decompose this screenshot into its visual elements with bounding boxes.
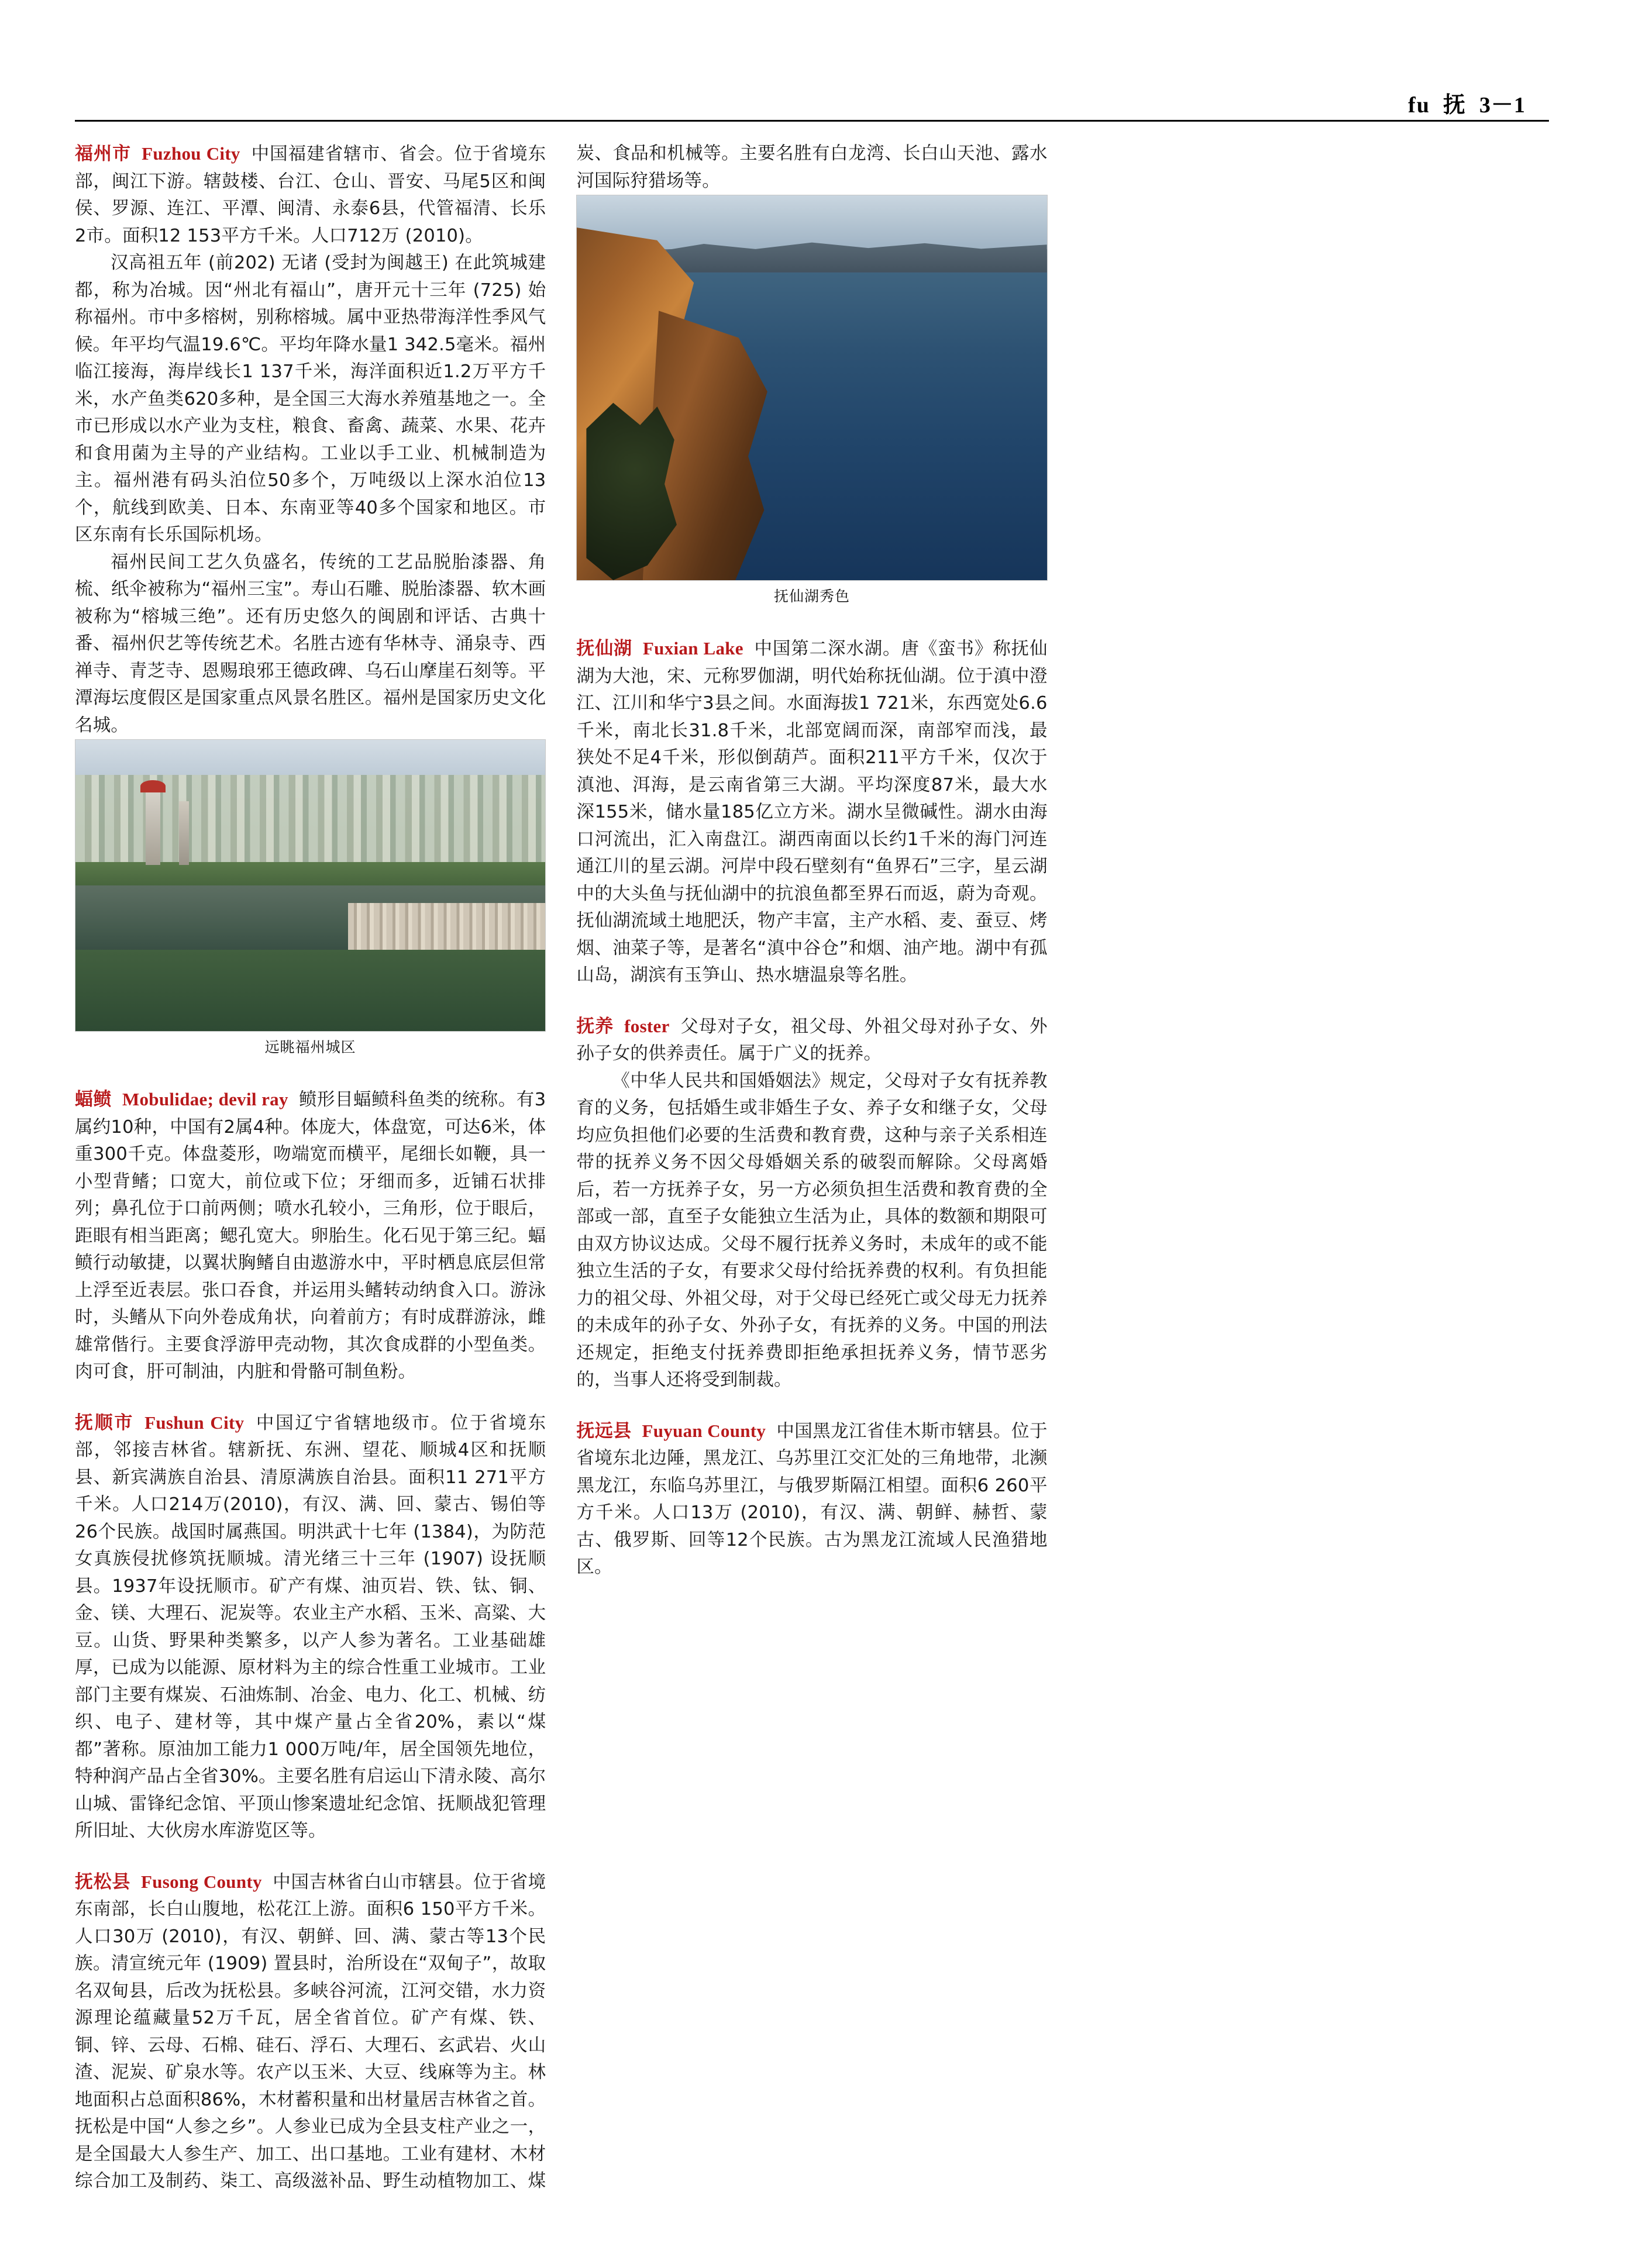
headword-fushun: 抚顺市 — [75, 1412, 135, 1433]
entry-fuzhou-para-2: 汉高祖五年 (前202) 无诸 (受封为闽越王) 在此筑城建都，称为冶城。因“州北有福山”，唐开元十三年 (725) 始称福州。市中多榕树，别称榕城。属中亚热带海洋性季风气候。年平均气温19.6℃。平均年降水量1 342.5毫米。福州临江接海，海岸线长1 137千米，海洋面积近1.2万平方千米，水产鱼类620多种，是全国三大海水养殖基地之一。全市已形成以水产业为支柱，粮食、畜禽、蔬菜、水果、花卉和食用菌为主导的产业结构。工业以手工业、机械制造为主。福州港有码头泊位50多个，万吨级以上深水泊位13个，航线到欧美、日本、东南亚等40多个国家和地区。市区东南有长乐国际机场。 — [75, 253, 546, 545]
figure-fuxian-lake-caption: 抚仙湖秀色 — [773, 588, 850, 605]
entry-mobulidae-para-1 — [75, 1086, 546, 1386]
headword-en-fuyuan: Fuyuan County — [642, 1420, 766, 1441]
entry-fuzhou-para-1 — [75, 140, 546, 250]
entry-fushun-para-1 — [75, 1409, 546, 1845]
figure-fuxian-lake-image — [576, 195, 1047, 581]
headword-en-fushun: Fushun City — [144, 1412, 245, 1433]
headword-fusong: 抚松县 — [75, 1871, 131, 1893]
headword-en-mobulidae: Mobulidae; devil ray — [122, 1089, 288, 1109]
entry-fuyang-para-1 — [576, 1013, 1047, 1068]
figure-fuzhou-city-caption: 远眺福州城区 — [264, 1039, 356, 1056]
header-page-number: 3－1 — [1479, 93, 1526, 118]
entry-mobulidae-text-1: 鲼形目蝠鲼科鱼类的统称。有3属约10种，中国有2属4种。体庞大，体盘宽，可达6米，体重300千克。体盘菱形，吻端宽而横平，尾细长如鞭，具一小型背鳍；口宽大，前位或下位；牙细而多，近铺石状排列；鼻孔位于口前两侧；喷水孔较小，三角形，位于眼后，距眼有相当距离；鳃孔宽大。卵胎生。化石见于第三纪。蝠鲼行动敏捷，以翼状胸鳍自由遨游水中，平时栖息底层但常上浮至近表层。张口吞食，并运用头鳍转动纳食入口。游泳时，头鳍从下向外卷成角状，向着前方；有时成群游泳，雌雄常偕行。主要食浮游甲壳动物，其次食成群的小型鱼类。肉可食，肝可制油，内脏和骨骼可制鱼粉。 — [75, 1090, 546, 1382]
entry-fuxian-para-1 — [576, 635, 1047, 990]
figure-fuzhou-city — [75, 739, 546, 1063]
entry-fushun — [75, 1386, 546, 1845]
entry-fusong-text-1: 中国吉林省白山市辖县。位于省境东南部，长白山腹地，松花江上游。面积6 150平方千米。人口30万 (2010)，有汉、朝鲜、回、满、蒙古等13个民族。清宣统元年 (1909) 置县时，治所设在“双甸子”，故取名双甸县，后改为抚松县。多峡谷河流，江河交错，水力资源理论蕴藏量52万千瓦，居全省首位。矿产有煤、铁、铜、锌、云母、石棉、硅石、浮石、大理石、玄武岩、火山渣、泥炭、矿泉水等。农产以玉米、大豆、线麻等为主。林地面积占总面积86%，木材蓄积量和出材量居吉林省之首。抚松是中国“人参之乡”。人参业已成为全县支柱产业之一，是全国最大人参生产、加工、出口基地。工业有建材、木材综合加工及制药、柒工、高级滋补品、野生动植物加工、煤炭、食品和机械等。主要名胜有白龙湾、长白山天池、露水河国际狩猎场等。 — [75, 143, 1048, 2191]
headword-en-fusong: Fusong County — [141, 1871, 262, 1892]
entry-fuzhou-text-1: 中国福建省辖市、省会。位于省境东部，闽江下游。辖鼓楼、台江、仓山、晋安、马尾5区和闽侯、罗源、连江、平潭、闽清、永泰6县，代管福清、长乐2市。面积12 153平方千米。人口712万 (2010)。 — [75, 144, 546, 246]
entry-fuyang-para-2: 《中华人民共和国婚姻法》规定，父母对子女有抚养教育的义务，包括婚生或非婚生子女、养子女和继子女，父母均应负担他们必要的生活费和教育费，这种与亲子关系相连带的抚养义务不因父母婚姻关系的破裂而解除。父母离婚后，若一方抚养子女，另一方必须负担生活费和教育费的全部或一部，直至子女能独立生活为止，具体的数额和期限可由双方协议达成。父母不履行抚养义务时，未成年的或不能独立生活的子女，有要求父母付给抚养费的权利。有负担能力的祖父母、外祖父母，对于父母已经死亡或父母无力抚养的未成年的孙子女、外孙子女，有抚养的义务。中国的刑法还规定，拒绝支付抚养费即拒绝承担抚养义务，情节恶劣的，当事人还将受到制裁。 — [576, 1070, 1048, 1390]
entry-fuyuan-text-1: 中国黑龙江省佳木斯市辖县。位于省境东北边陲，黑龙江、乌苏里江交汇处的三角地带，北濒黑龙江，东临乌苏里江，与俄罗斯隔江相望。面积6 260平方千米。人口13万 (2010)，有汉、满、朝鲜、赫哲、蒙古、俄罗斯、回等12个民族。古为黑龙江流域人民渔猎地区。 — [576, 1421, 1048, 1577]
headword-fuyuan: 抚远县 — [576, 1420, 632, 1442]
headword-en-fuxian: Fuxian Lake — [642, 638, 743, 659]
headword-mobulidae: 蝠鲼 — [75, 1089, 112, 1110]
entry-fuyuan-para-1 — [576, 1418, 1047, 1581]
entry-fuxian-text-1: 中国第二深水湖。唐《蛮书》称抚仙湖为大池，宋、元称罗伽湖，明代始称抚仙湖。位于滇中澄江、江川和华宁3县之间。水面海拔1 721米，东西宽处6.6千米，南北长31.8千米，北部宽阔而深，南部窄而浅，最狭处不足4千米，形似倒葫芦。面积211平方千米，仅次于滇池、洱海，是云南省第三大湖。平均深度87米，最大水深155米，储水量185亿立方米。湖水呈微碱性。湖水由海口河流出，汇入南盘江。湖西南面以长约1千米的海门河连通江川的星云湖。河岸中段石壁刻有“鱼界石”三字，星云湖中的大头鱼与抚仙湖中的抗浪鱼都至界石而返，蔚为奇观。抚仙湖流域土地肥沃，物产丰富，主产水稻、麦、蚕豆、烤烟、油菜子等，是著名“滇中谷仓”和烟、油产地。湖中有孤山岛，湖滨有玉笋山、热水塘温泉等名胜。 — [576, 639, 1048, 985]
entry-fuxian — [576, 612, 1047, 990]
header-character: 抚 — [1442, 92, 1466, 118]
header-rule — [75, 120, 1549, 122]
entry-fushun-text-1: 中国辽宁省辖地级市。位于省境东部，邻接吉林省。辖新抚、东洲、望花、顺城4区和抚顺县、新宾满族自治县、清原满族自治县。面积11 271平方千米。人口214万(2010)，有汉、满、回、蒙古、锡伯等26个民族。战国时属燕国。明洪武十七年 (1384)，为防范女真族侵扰修筑抚顺城。清光绪三十三年 (1907) 设抚顺县。1937年设抚顺市。矿产有煤、油页岩、铁、钛、铜、金、镁、大理石、泥炭等。农业主产水稻、玉米、高粱、大豆。山货、野果种类繁多，以产人参为著名。工业基础雄厚，已成为以能源、原材料为主的综合性重工业城市。工业部门主要有煤炭、石油炼制、冶金、电力、化工、机械、纺织、电子、建材等，其中煤产量占全省20%，素以“煤都”著称。原油加工能力1 000万吨/年，居全国领先地位，特种润产品占全省30%。主要名胜有启运山下清永陵、高尔山城、雷锋纪念馆、平顶山惨案遗址纪念馆、抚顺战犯管理所旧址、大伙房水库游览区等。 — [75, 1412, 546, 1841]
entry-fuzhou — [75, 140, 546, 739]
headword-fuyang: 抚养 — [576, 1015, 614, 1037]
headword-en-fuzhou: Fuzhou City — [142, 143, 240, 164]
article-columns — [75, 140, 1549, 2222]
entry-fuyang — [576, 990, 1047, 1394]
figure-fuxian-lake — [576, 195, 1047, 612]
headword-fuxian: 抚仙湖 — [576, 638, 632, 659]
entry-mobulidae — [75, 1063, 546, 1386]
figure-fuzhou-city-image — [75, 739, 546, 1032]
header-pinyin: fu — [1408, 93, 1430, 118]
headword-en-fuyang: foster — [624, 1015, 670, 1036]
page-header — [1408, 87, 1526, 119]
headword-fuzhou: 福州市 — [75, 143, 132, 164]
entry-fuzhou-para-3: 福州民间工艺久负盛名，传统的工艺品脱胎漆器、角梳、纸伞被称为“福州三宝”。寿山石雕、脱胎漆器、软木画被称为“榕城三绝”。还有历史悠久的闽剧和评话、古典十番、福州伬艺等传统艺术。名胜古迹有华林寺、涌泉寺、西禅寺、青芝寺、恩赐琅邪王德政碑、乌石山摩崖石刻等。平潭海坛度假区是国家重点风景名胜区。福州是国家历史文化名城。 — [75, 552, 546, 736]
entry-fuyang-text-1: 父母对子女，祖父母、外祖父母对孙子女、外孙子女的供养责任。属于广义的抚养。 — [576, 1016, 1048, 1064]
entry-fuyuan — [576, 1394, 1047, 1581]
